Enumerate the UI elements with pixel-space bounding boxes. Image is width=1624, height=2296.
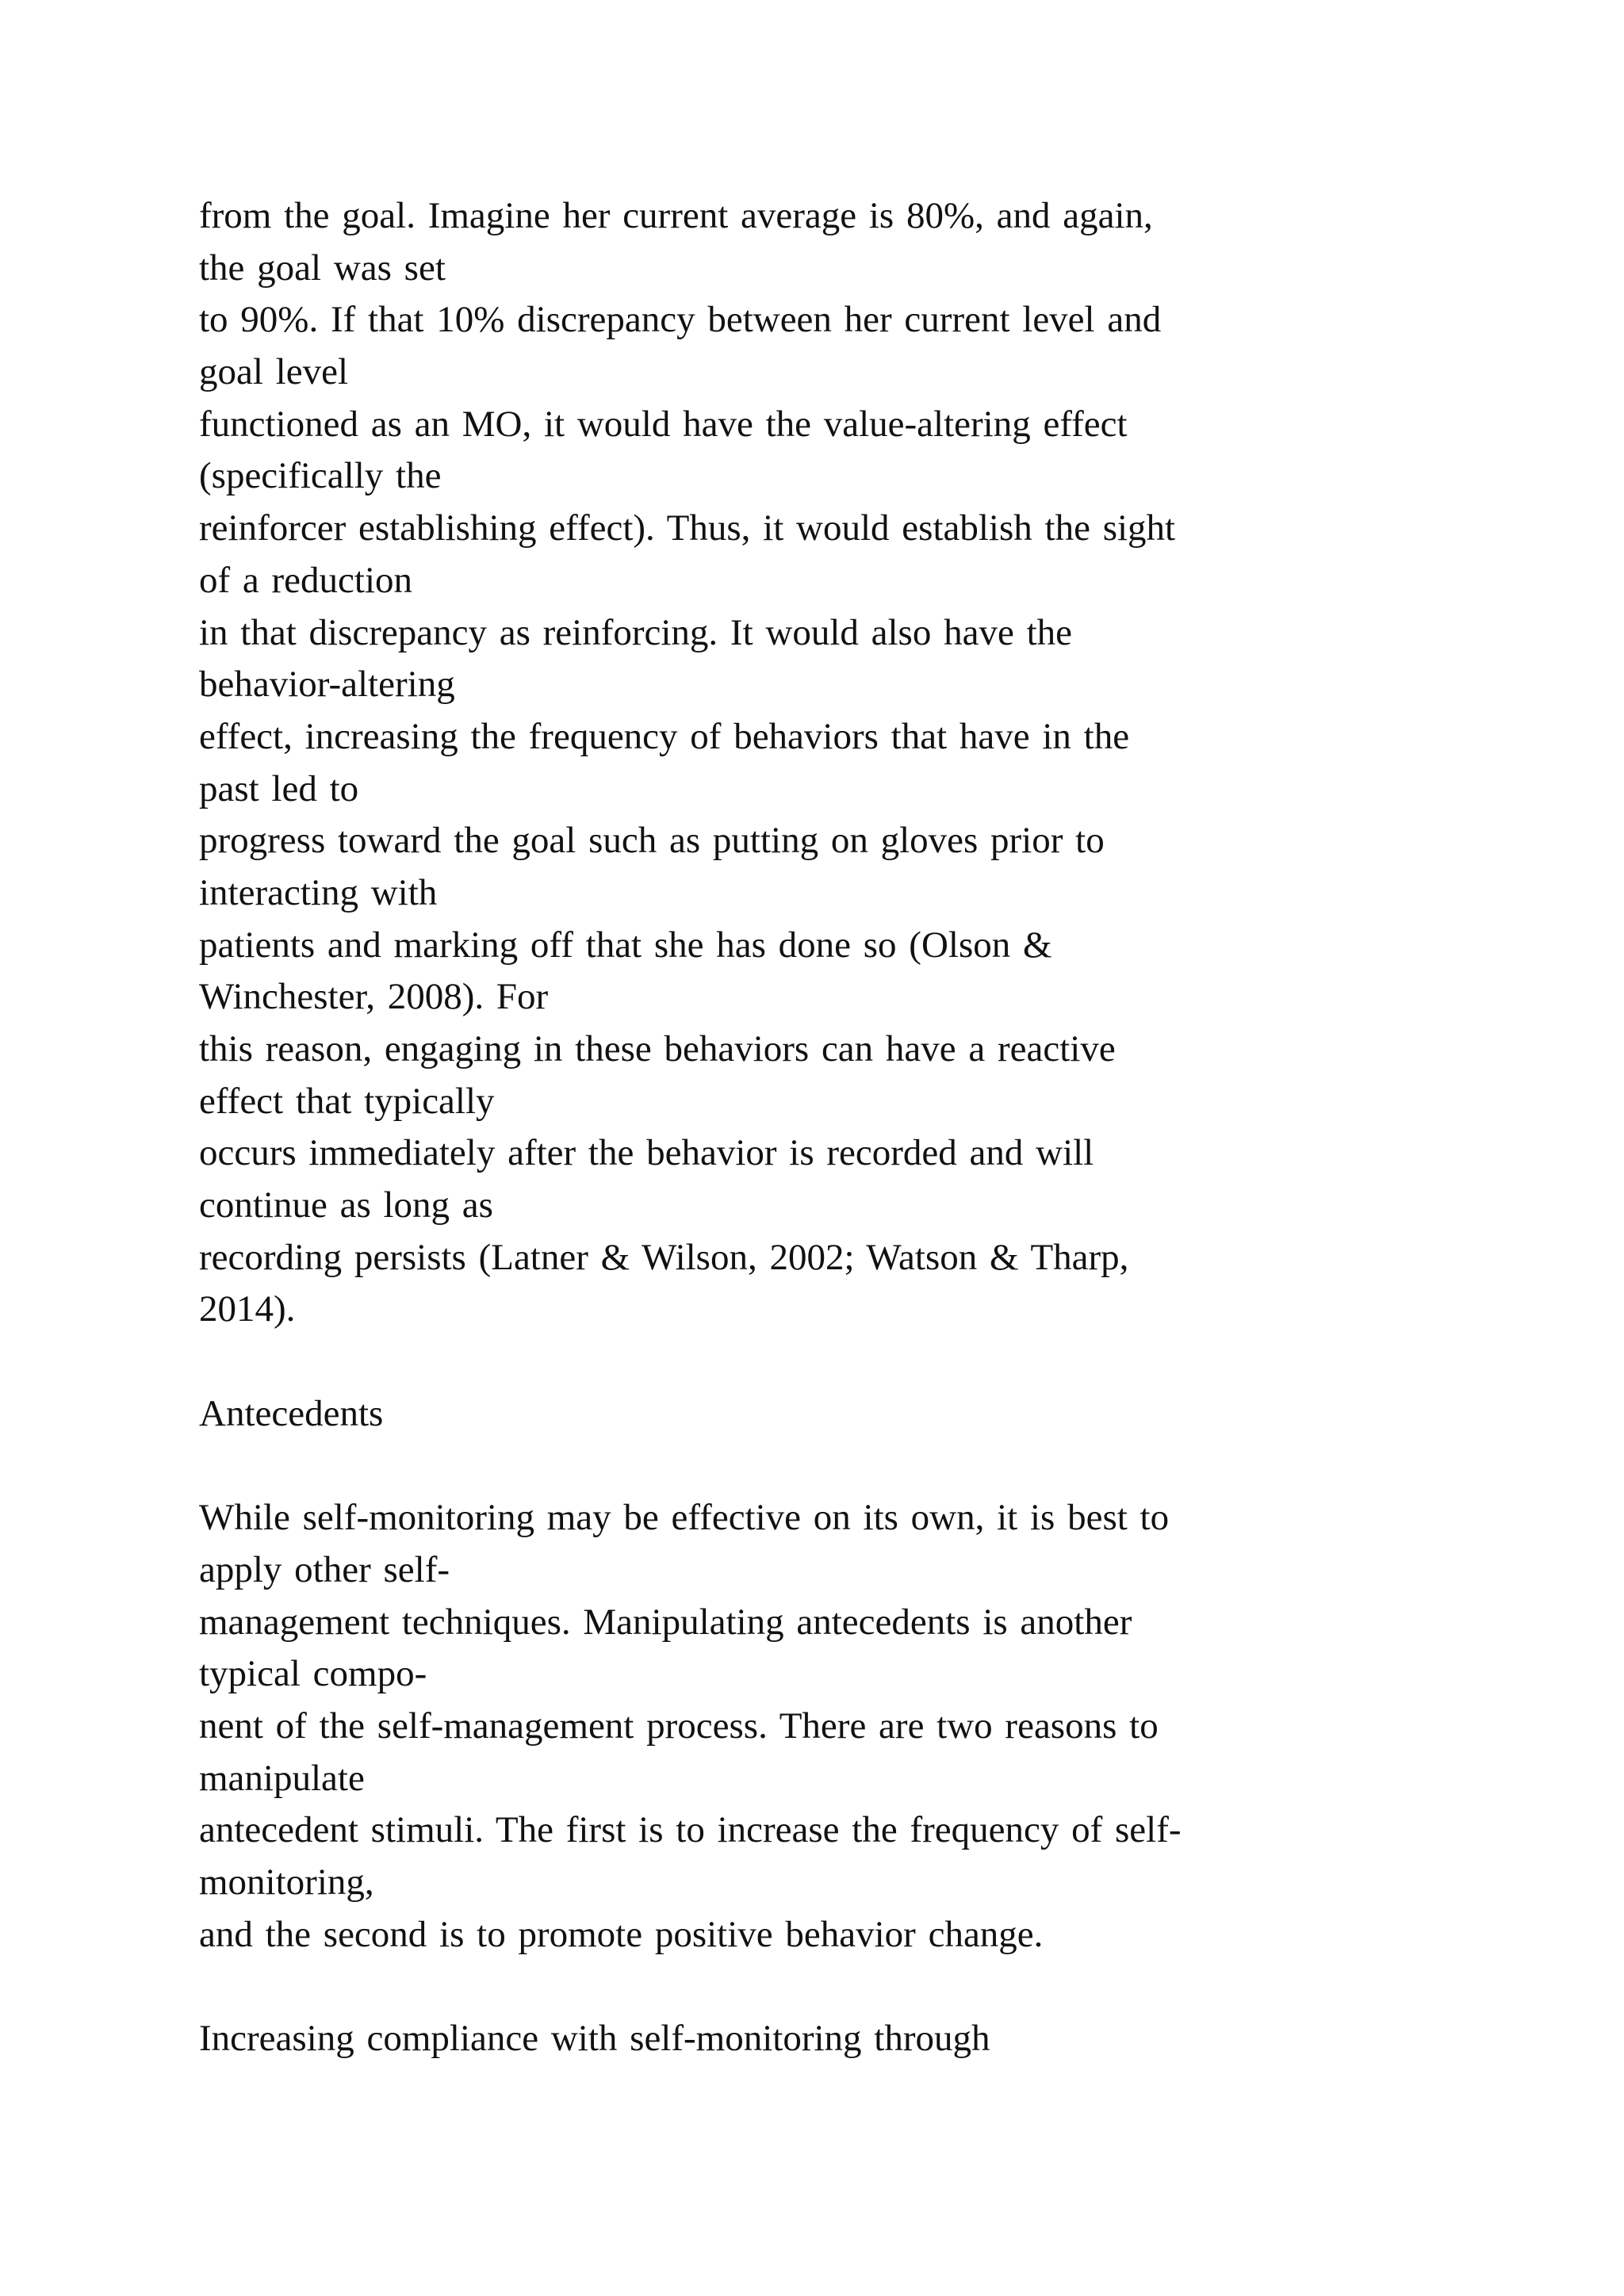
text-line: Winchester, 2008). For bbox=[199, 976, 549, 1018]
paragraph-gap bbox=[199, 1961, 1484, 2013]
text-line: to 90%. If that 10% discrepancy between her current level and bbox=[199, 299, 1162, 341]
text-line: progress toward the goal such as putting on gloves prior to bbox=[199, 820, 1105, 862]
text-line: patients and marking off that she has done so (Olson & bbox=[199, 924, 1052, 966]
text-line: functioned as an MO, it would have the value-altering effect bbox=[199, 403, 1128, 445]
text-line: (specifically the bbox=[199, 455, 442, 497]
text-line: of a reduction bbox=[199, 559, 413, 601]
text-line: behavior-altering bbox=[199, 664, 455, 706]
document-body bbox=[199, 190, 1484, 2065]
text-line: goal level bbox=[199, 351, 349, 393]
text-line: 2014). bbox=[199, 1288, 296, 1330]
text-line: interacting with bbox=[199, 871, 438, 913]
text-line: management techniques. Manipulating antecedents is another bbox=[199, 1601, 1132, 1643]
text-line: the goal was set bbox=[199, 247, 446, 289]
text-line: this reason, engaging in these behaviors can have a reactive bbox=[199, 1028, 1116, 1070]
paragraph-gap bbox=[199, 1441, 1484, 1493]
text-line: typical compo- bbox=[199, 1653, 427, 1695]
text-line: reinforcer establishing effect). Thus, it would establish the sight bbox=[199, 507, 1176, 549]
text-line: monitoring, bbox=[199, 1862, 374, 1903]
text-line: in that discrepancy as reinforcing. It would also have the bbox=[199, 611, 1072, 653]
text-line: from the goal. Imagine her current average is 80%, and again, bbox=[199, 195, 1153, 236]
paragraph-2 bbox=[199, 1492, 1484, 1961]
text-line: nent of the self-management process. There are two reasons to bbox=[199, 1705, 1159, 1747]
text-line: antecedent stimuli. The first is to increase the frequency of self- bbox=[199, 1809, 1182, 1851]
text-line: recording persists (Latner & Wilson, 2002; Watson & Tharp, bbox=[199, 1236, 1129, 1278]
section-heading-antecedents: Antecedents bbox=[199, 1392, 384, 1434]
text-line: continue as long as bbox=[199, 1184, 493, 1226]
text-line: past led to bbox=[199, 767, 359, 809]
text-line: occurs immediately after the behavior is recorded and will bbox=[199, 1132, 1094, 1174]
text-line: apply other self- bbox=[199, 1548, 450, 1590]
text-line: While self-monitoring may be effective on its own, it is best to bbox=[199, 1497, 1170, 1539]
text-line: manipulate bbox=[199, 1757, 365, 1799]
text-line: Increasing compliance with self-monitoring through bbox=[199, 2018, 990, 2060]
paragraph-3 bbox=[199, 2013, 1484, 2065]
text-line: effect, increasing the frequency of behaviors that have in the bbox=[199, 715, 1130, 757]
paragraph-1 bbox=[199, 190, 1484, 1336]
text-line: and the second is to promote positive behavior change. bbox=[199, 1913, 1044, 1955]
text-line: effect that typically bbox=[199, 1080, 495, 1122]
paragraph-gap bbox=[199, 1336, 1484, 1388]
